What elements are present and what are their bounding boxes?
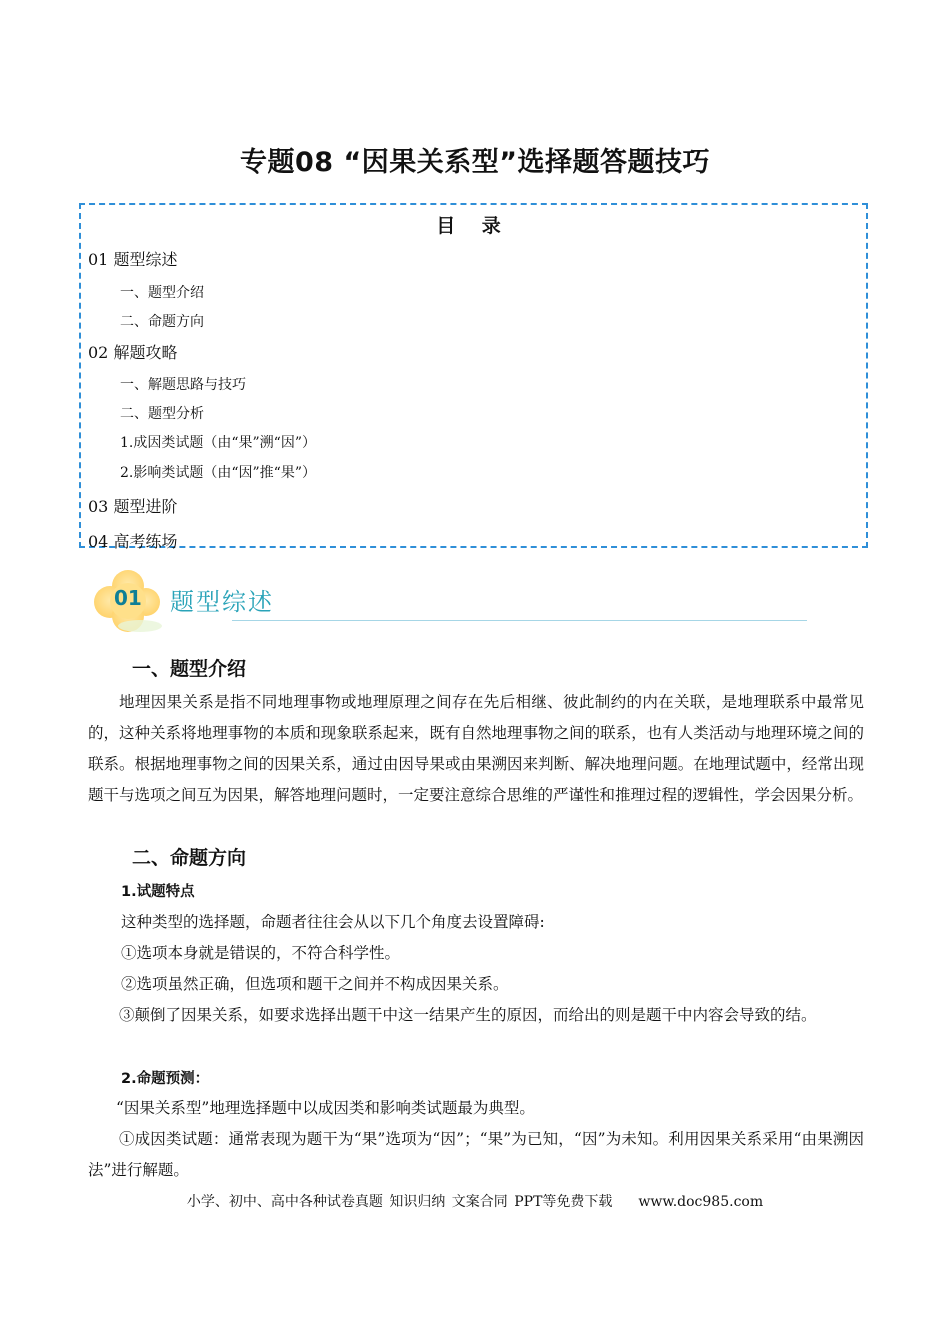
- section-heading-direction: 二、命题方向: [132, 847, 247, 869]
- toc-entry-02-approach[interactable]: 一、解题思路与技巧: [120, 377, 246, 393]
- toc-entry-02-cause[interactable]: 1.成因类试题（由“果”溯“因”）: [120, 435, 316, 451]
- section-banner: [92, 568, 812, 636]
- banner-divider: [232, 620, 807, 621]
- page-footer: [0, 1191, 950, 1211]
- prediction-point-1: ①成因类试题：通常表现为题干为“果”选项为“因”；“果”为已知，“因”为未知。利用因果关系采用“由果溯因法”进行解题。: [88, 1130, 864, 1179]
- footer-text: 小学、初中、高中各种试卷真题 知识归纳 文案合同 PPT等免费下载: [186, 1194, 613, 1210]
- banner-label: 题型综述: [170, 588, 274, 616]
- toc-entry-03[interactable]: 03 题型进阶: [88, 497, 178, 516]
- toc-heading: 目 录: [436, 215, 511, 237]
- toc-entry-01[interactable]: 01 题型综述: [88, 250, 178, 269]
- toc-entry-04[interactable]: 04 高考练场: [88, 532, 178, 551]
- banner-number: 01: [114, 586, 142, 610]
- subheading-features: 1.试题特点: [121, 884, 195, 900]
- feature-point-3: ③颠倒了因果关系，如要求选择出题干中这一结果产生的原因，而给出的则是题干中内容会导致的结。: [119, 1006, 817, 1024]
- feature-point-2: ②选项虽然正确，但选项和题干之间并不构成因果关系。: [121, 975, 509, 993]
- intro-paragraph: 地理因果关系是指不同地理事物或地理原理之间存在先后相继、彼此制约的内在关联，是地理联系中最常见的，这种关系将地理事物的本质和现象联系起来，既有自然地理事物之间的联系，也有人类活动与地理环境之间的联系。根据地理事物之间的因果关系，通过由因导果或由果溯因来判断、解决地理问题。在地理试题中，经常出现题干与选项之间互为因果，解答地理问题时，一定要注意综合思维的严谨性和推理过程的逻辑性，学会因果分析。: [88, 693, 864, 804]
- toc-entry-02-effect[interactable]: 2.影响类试题（由“因”推“果”）: [120, 465, 316, 481]
- feature-point-1: ①选项本身就是错误的，不符合科学性。: [121, 944, 401, 962]
- table-of-contents: [79, 203, 868, 551]
- subheading-prediction: 2.命题预测：: [121, 1071, 210, 1087]
- toc-entry-02[interactable]: 02 解题攻略: [88, 343, 178, 362]
- prediction-intro: “因果关系型”地理选择题中以成因类和影响类试题最为典型。: [116, 1099, 535, 1117]
- section-heading-intro: 一、题型介绍: [132, 658, 247, 680]
- toc-entry-01-direction[interactable]: 二、命题方向: [120, 314, 204, 330]
- features-intro: 这种类型的选择题，命题者往往会从以下几个角度去设置障碍:: [121, 913, 545, 931]
- toc-entry-01-intro[interactable]: 一、题型介绍: [120, 285, 204, 301]
- document-title: 专题08 “因果关系型”选择题答题技巧: [240, 147, 710, 178]
- footer-url[interactable]: www.doc985.com: [638, 1194, 764, 1210]
- toc-entry-02-analysis[interactable]: 二、题型分析: [120, 406, 204, 422]
